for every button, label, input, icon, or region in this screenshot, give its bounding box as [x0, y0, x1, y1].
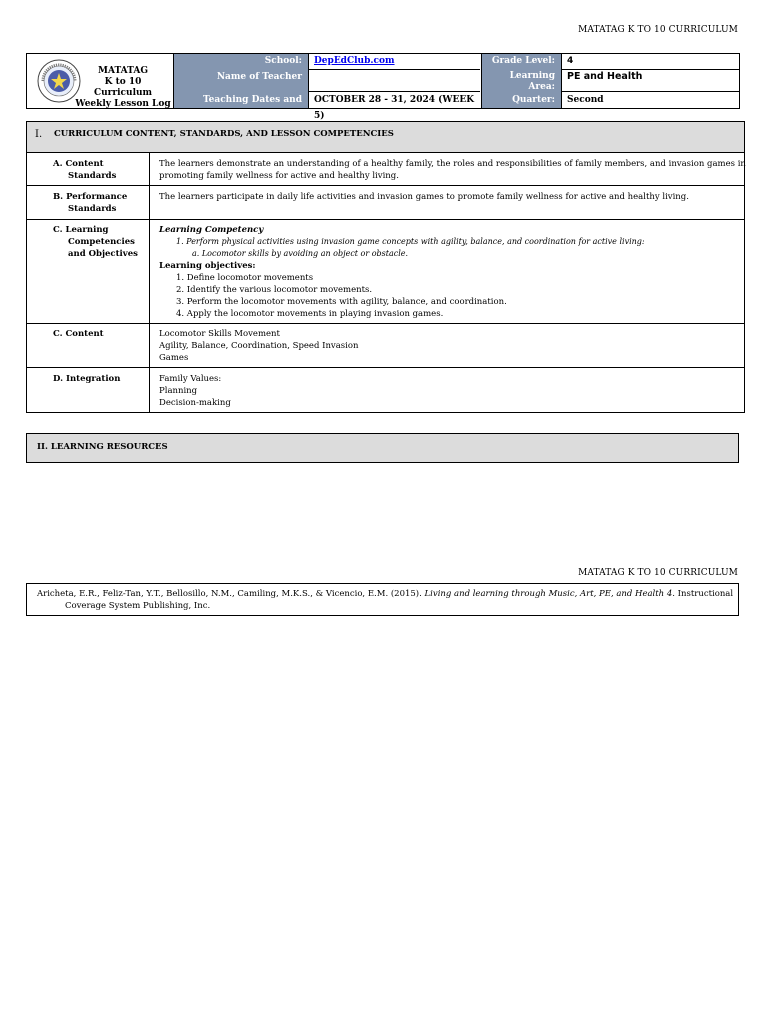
competency-item: 1. Perform physical activities using invasion game concepts with agility, balance, and coordination for active living:: [176, 237, 645, 246]
log-title: [75, 66, 171, 110]
reference-publisher-part: . Instructional: [672, 589, 734, 599]
text-line: The learners participate in daily life activities and invasion games to promote family wellness for active and healthy living.: [159, 192, 689, 202]
divider: [27, 185, 744, 186]
divider: [561, 91, 739, 92]
reference-line-2: Coverage System Publishing, Inc.: [65, 601, 211, 611]
log-title-line: MATATAG: [97, 66, 149, 76]
integration-text: [159, 373, 744, 409]
quarter-label: Quarter:: [481, 92, 561, 108]
learning-resources-section: [26, 433, 739, 463]
quarter-value: Second: [567, 95, 604, 105]
text-line: The learners demonstrate an understanding of a healthy family, the roles and responsibilities of family members, and invasion games in: [159, 159, 746, 169]
reference-authors: Aricheta, E.R., Feliz-Tan, Y.T., Bellosillo, N.M., Camiling, M.K.S., & Vicencio, E.M. (2015).: [37, 589, 425, 599]
row-label-performance-standards: [53, 191, 127, 215]
learning-competencies-text: [159, 224, 744, 320]
school-label: School:: [174, 54, 308, 70]
area-label-line: Learning: [509, 71, 555, 81]
grade-value: 4: [567, 56, 574, 66]
section-title: CURRICULUM CONTENT, STANDARDS, AND LESSON COMPETENCIES: [54, 129, 394, 139]
divider: [561, 54, 562, 108]
objective-item: 3. Perform the locomotor movements with agility, balance, and coordination.: [176, 297, 507, 307]
curriculum-header: MATATAG K TO 10 CURRICULUM: [578, 568, 738, 578]
row-label-integration: [53, 373, 120, 385]
section-title: II. LEARNING RESOURCES: [37, 442, 168, 452]
logo-cell: [27, 54, 173, 108]
row-label-line: D. Integration: [53, 374, 121, 384]
row-label-line: and Objectives: [68, 249, 138, 259]
school-link[interactable]: DepEdClub.com: [314, 56, 395, 66]
teacher-label: Name of Teacher: [174, 70, 308, 92]
divider: [561, 69, 739, 70]
divider: [27, 219, 744, 220]
area-label-line: Area:: [528, 82, 555, 92]
log-title-line: K to 10 Curriculum: [93, 77, 153, 98]
row-label-learning-competencies: [53, 224, 138, 260]
competency-heading: Learning Competency: [159, 225, 264, 235]
area-value: PE and Health: [567, 71, 643, 82]
row-label-line: Competencies: [68, 237, 135, 247]
text-line: Decision-making: [159, 398, 231, 408]
divider: [27, 323, 744, 324]
performance-standards-text: [159, 191, 744, 203]
curriculum-header: MATATAG K TO 10 CURRICULUM: [578, 25, 738, 35]
objective-item: 4. Apply the locomotor movements in playing invasion games.: [176, 309, 444, 319]
competency-subitem: a. Locomotor skills by avoiding an object or obstacle.: [192, 249, 409, 258]
divider: [149, 153, 150, 413]
divider: [481, 54, 482, 108]
row-label-line: B. Performance: [53, 192, 128, 202]
row-label-line: Standards: [68, 171, 117, 181]
divider: [308, 54, 309, 108]
section-header: [27, 122, 744, 153]
objectives-heading: Learning objectives:: [159, 261, 256, 271]
row-label-line: Standards: [68, 204, 117, 214]
divider: [27, 367, 744, 368]
objective-item: 1. Define locomotor movements: [176, 273, 314, 283]
reference-line: [37, 588, 732, 600]
row-label-content: [53, 328, 104, 340]
content-standards-text: [159, 158, 744, 182]
dates-value: OCTOBER 28 - 31, 2024 (WEEK 5): [314, 95, 475, 121]
text-line: Family Values:: [159, 374, 222, 384]
reference-box: [26, 583, 739, 616]
text-line: Agility, Balance, Coordination, Speed Invasion: [159, 341, 359, 351]
row-label-line: A. Content: [53, 159, 104, 169]
grade-label: Grade Level:: [481, 54, 561, 70]
section-number: I.: [35, 129, 43, 140]
log-title-line: Weekly Lesson Log: [75, 99, 171, 109]
dates-label: Teaching Dates and Time:: [174, 92, 308, 108]
row-label-line: C. Learning: [53, 225, 109, 235]
curriculum-section: [26, 121, 745, 413]
reference-book-title: Living and learning through Music, Art, PE, and Health 4: [424, 589, 673, 599]
text-line: Games: [159, 353, 189, 363]
objective-item: 2. Identify the various locomotor movements.: [176, 285, 373, 295]
row-label-line: C. Content: [53, 329, 104, 339]
divider: [308, 91, 480, 92]
row-label-content-standards: [53, 158, 116, 182]
teacher-value: [309, 70, 481, 92]
text-line: promoting family wellness for active and healthy living.: [159, 171, 399, 181]
lesson-info-table: [26, 53, 740, 121]
text-line: Planning: [159, 386, 198, 396]
divider: [308, 69, 480, 70]
content-text: [159, 328, 744, 364]
area-label: [481, 70, 561, 92]
text-line: Locomotor Skills Movement: [159, 329, 280, 339]
